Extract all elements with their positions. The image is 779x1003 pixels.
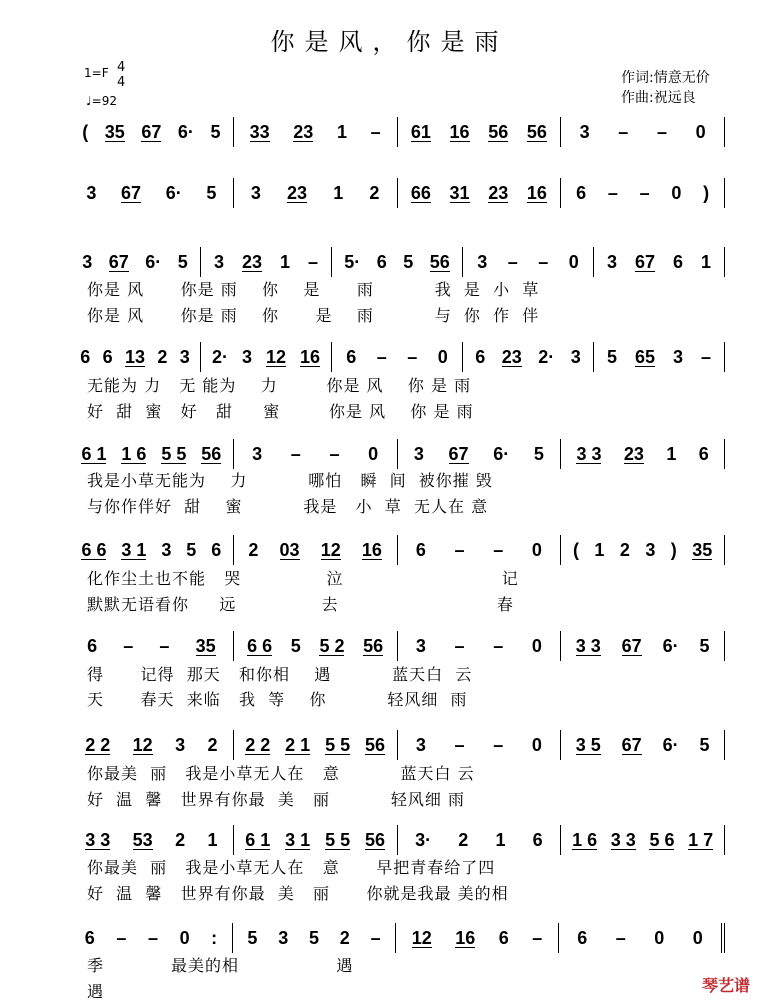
note-group: 6·: [493, 443, 510, 464]
note-group: 2: [248, 539, 259, 560]
note-group: 2: [207, 734, 218, 755]
note-group: 03: [279, 539, 300, 560]
note-group: 31: [449, 182, 470, 203]
note-group: (: [82, 121, 89, 142]
note-group: 5 2: [319, 635, 345, 656]
note-group: –: [493, 539, 504, 560]
measure: [234, 178, 398, 208]
note-group: –: [454, 539, 465, 560]
note-group: –: [493, 635, 504, 656]
staff-system: [70, 631, 725, 661]
measure: [559, 923, 725, 953]
measure: [561, 631, 725, 661]
measure: [201, 342, 332, 372]
note-group: 1: [333, 182, 344, 203]
note-group: 56: [429, 251, 450, 272]
note-group: 3: [415, 734, 426, 755]
credits: [621, 68, 710, 108]
measure: [561, 178, 725, 208]
key-signature: 1=F: [84, 66, 109, 80]
note-group: 2 2: [85, 734, 111, 755]
lyrics-line: 化作尘土也不能 哭 泣 记: [87, 569, 519, 588]
note-group: 0: [692, 927, 703, 948]
note-group: 3: [252, 443, 263, 464]
measure: [561, 535, 725, 565]
note-group: 66: [410, 182, 431, 203]
composer: 作曲:祝远良: [621, 90, 696, 106]
note-group: 0: [531, 539, 542, 560]
note-group: –: [407, 346, 418, 367]
note-group: 5: [186, 539, 197, 560]
note-group: 6: [346, 346, 357, 367]
note-group: 16: [449, 121, 470, 142]
lyrics-line: 无能为 力 无 能为 力 你是 风 你 是 雨: [87, 376, 472, 395]
note-group: 53: [132, 829, 153, 850]
note-group: 16: [361, 539, 382, 560]
note-group: :: [211, 927, 218, 948]
measure: [561, 117, 725, 147]
note-group: 5: [210, 121, 221, 142]
note-group: –: [507, 251, 518, 272]
measure: [398, 439, 562, 469]
note-group: 3: [278, 927, 289, 948]
measure: [561, 825, 725, 855]
note-group: 5: [606, 346, 617, 367]
note-group: 3: [606, 251, 617, 272]
note-group: 3: [645, 539, 656, 560]
note-group: 3: [415, 635, 426, 656]
measure: [201, 247, 332, 277]
note-group: 16: [299, 346, 320, 367]
note-group: 3: [161, 539, 172, 560]
note-group: 2·: [538, 346, 555, 367]
tempo-marking: ♩=92: [86, 94, 117, 108]
song-title: 你是风，你是雨: [270, 28, 509, 56]
lyrics-line: 你是 风 你是 雨 你 是 雨 与 你 作 伴: [87, 306, 540, 325]
note-group: 2: [157, 346, 168, 367]
note-group: 67: [621, 635, 642, 656]
note-group: 2 2: [245, 734, 271, 755]
note-group: 12: [265, 346, 286, 367]
lyrics-line: 你最美 丽 我是小草无人在 意 早把青春给了四: [87, 858, 496, 877]
note-group: 6: [376, 251, 387, 272]
note-group: –: [538, 251, 549, 272]
note-group: 5: [699, 734, 710, 755]
note-group: 0: [654, 927, 665, 948]
lyrics-line: 天 春天 来临 我 等 你 轻风细 雨: [87, 690, 468, 709]
note-group: 56: [363, 635, 384, 656]
note-group: ): [670, 539, 677, 560]
note-group: 0: [368, 443, 379, 464]
note-group: 35: [692, 539, 713, 560]
note-group: 6·: [177, 121, 194, 142]
measure: [398, 117, 562, 147]
note-group: 1: [336, 121, 347, 142]
measure: [463, 342, 594, 372]
time-sig-bottom: 4: [117, 75, 126, 90]
lyrics-line: 好 温 馨 世界有你最 美 丽 你就是我最 美的相: [87, 884, 509, 903]
note-group: 12: [132, 734, 153, 755]
note-group: 2: [619, 539, 630, 560]
lyrics-line: 遇: [87, 982, 105, 1001]
note-group: 3: [250, 182, 261, 203]
staff-system: [70, 178, 725, 208]
note-group: –: [615, 927, 626, 948]
note-group: 3 3: [85, 829, 111, 850]
measure: [70, 178, 234, 208]
measure: [332, 342, 463, 372]
note-group: 6: [87, 635, 98, 656]
measure: [594, 247, 725, 277]
note-group: 6: [672, 251, 683, 272]
time-sig-top: 4: [117, 60, 126, 75]
lyricist: 作词:情意无价: [621, 70, 710, 86]
note-group: 6: [577, 927, 588, 948]
note-group: –: [607, 182, 618, 203]
note-group: –: [532, 927, 543, 948]
measure: [70, 825, 234, 855]
lyrics-line: 你是 风 你是 雨 你 是 雨 我 是 小 草: [87, 280, 540, 299]
lyrics-line: 得 记得 那天 和你相 遇 蓝天白 云: [87, 665, 473, 684]
note-group: 6: [102, 346, 113, 367]
note-group: 12: [320, 539, 341, 560]
note-group: ): [703, 182, 710, 203]
note-group: 6 1: [245, 829, 271, 850]
measure: [234, 439, 398, 469]
measure: [234, 730, 398, 760]
note-group: 3 3: [575, 635, 601, 656]
note-group: 5 5: [325, 829, 351, 850]
note-group: 16: [455, 927, 476, 948]
note-group: 6·: [662, 635, 679, 656]
note-group: –: [376, 346, 387, 367]
note-group: 3 3: [610, 829, 636, 850]
note-group: 3: [86, 182, 97, 203]
note-group: 3: [579, 121, 590, 142]
note-group: –: [116, 927, 127, 948]
note-group: 0: [671, 182, 682, 203]
note-group: 23: [293, 121, 314, 142]
note-group: 2: [458, 829, 469, 850]
note-group: 16: [526, 182, 547, 203]
measure: [561, 730, 725, 760]
note-group: 6: [698, 443, 709, 464]
note-group: 67: [121, 182, 142, 203]
note-group: –: [159, 635, 170, 656]
note-group: 5: [177, 251, 188, 272]
note-group: 23: [501, 346, 522, 367]
note-group: 2: [369, 182, 380, 203]
note-group: –: [123, 635, 134, 656]
measure: [70, 631, 234, 661]
note-group: –: [656, 121, 667, 142]
measure: [234, 825, 398, 855]
note-group: 6: [498, 927, 509, 948]
lyrics-line: 默默无语看你 远 去 春: [87, 595, 514, 614]
note-group: 1: [666, 443, 677, 464]
note-group: 5: [290, 635, 301, 656]
measure: [70, 342, 201, 372]
note-group: 3: [82, 251, 93, 272]
note-group: 1: [594, 539, 605, 560]
note-group: 0: [531, 734, 542, 755]
lyrics-line: 好 温 馨 世界有你最 美 丽 轻风细 雨: [87, 790, 465, 809]
staff-system: [70, 342, 725, 372]
note-group: 0: [695, 121, 706, 142]
note-group: 5·: [344, 251, 361, 272]
staff-system: [70, 535, 725, 565]
note-group: 3: [477, 251, 488, 272]
note-group: 2: [339, 927, 350, 948]
lyrics-line: 好 甜 蜜 好 甜 蜜 你是 风 你 是 雨: [87, 402, 474, 421]
note-group: 5: [206, 182, 217, 203]
measure: [234, 631, 398, 661]
measure: [70, 923, 233, 953]
note-group: 3 5: [575, 734, 601, 755]
note-group: –: [147, 927, 158, 948]
note-group: 6: [211, 539, 222, 560]
note-group: 5 5: [161, 443, 187, 464]
note-group: 1 6: [121, 443, 147, 464]
note-group: 3 3: [576, 443, 602, 464]
note-group: 0: [437, 346, 448, 367]
note-group: 6: [532, 829, 543, 850]
note-group: 3: [213, 251, 224, 272]
lyrics-line: 你最美 丽 我是小草无人在 意 蓝天白 云: [87, 764, 475, 783]
note-group: 5 6: [649, 829, 675, 850]
note-group: 3: [241, 346, 252, 367]
note-group: 6: [475, 346, 486, 367]
note-group: 6·: [165, 182, 182, 203]
measure: [561, 439, 725, 469]
note-group: –: [493, 734, 504, 755]
note-group: 1: [207, 829, 218, 850]
note-group: 33: [249, 121, 270, 142]
note-group: 0: [179, 927, 190, 948]
note-group: 6: [80, 346, 91, 367]
note-group: 0: [531, 635, 542, 656]
note-group: 65: [634, 346, 655, 367]
note-group: 23: [287, 182, 308, 203]
measure: [396, 923, 559, 953]
measure: [332, 247, 463, 277]
watermark-logo: 琴艺谱: [702, 976, 751, 995]
note-group: 5: [247, 927, 258, 948]
note-group: 1: [700, 251, 711, 272]
measure: [398, 535, 562, 565]
measure: [463, 247, 594, 277]
measure: [70, 247, 201, 277]
note-group: 67: [634, 251, 655, 272]
note-group: 6·: [145, 251, 162, 272]
note-group: 3: [175, 734, 186, 755]
note-group: 56: [201, 443, 222, 464]
note-group: 3: [570, 346, 581, 367]
note-group: 23: [488, 182, 509, 203]
staff-system: [70, 825, 725, 855]
note-group: 3 1: [285, 829, 311, 850]
note-group: 56: [526, 121, 547, 142]
note-group: 67: [621, 734, 642, 755]
time-signature: [117, 60, 125, 90]
note-group: 6 1: [81, 443, 107, 464]
note-group: 23: [623, 443, 644, 464]
note-group: 67: [448, 443, 469, 464]
note-group: –: [454, 635, 465, 656]
note-group: 6: [84, 927, 95, 948]
note-group: 6 6: [247, 635, 273, 656]
note-group: 3: [179, 346, 190, 367]
note-group: 5: [699, 635, 710, 656]
staff-system: [70, 117, 725, 147]
note-group: 12: [411, 927, 432, 948]
note-group: 13: [124, 346, 145, 367]
note-group: 1: [495, 829, 506, 850]
note-group: 2: [175, 829, 186, 850]
note-group: 1 7: [688, 829, 714, 850]
note-group: 2 1: [285, 734, 311, 755]
staff-system: [70, 439, 725, 469]
note-group: (: [572, 539, 579, 560]
note-group: 1 6: [572, 829, 598, 850]
note-group: 35: [195, 635, 216, 656]
measure: [70, 730, 234, 760]
measure: [233, 923, 396, 953]
note-group: 5 5: [325, 734, 351, 755]
note-group: 0: [568, 251, 579, 272]
note-group: 67: [141, 121, 162, 142]
note-group: –: [370, 121, 381, 142]
note-group: 3 1: [121, 539, 147, 560]
measure: [234, 117, 398, 147]
note-group: 56: [365, 829, 386, 850]
staff-system: [70, 247, 725, 277]
measure: [398, 730, 562, 760]
measure: [70, 117, 234, 147]
note-group: –: [639, 182, 650, 203]
note-group: –: [700, 346, 711, 367]
measure: [594, 342, 725, 372]
measure: [398, 631, 562, 661]
measure: [398, 825, 562, 855]
note-group: 67: [108, 251, 129, 272]
note-group: –: [329, 443, 340, 464]
note-group: 5: [403, 251, 414, 272]
lyrics-line: 季 最美的相 遇: [87, 956, 354, 975]
note-group: 2·: [211, 346, 228, 367]
note-group: 1: [279, 251, 290, 272]
note-group: 6: [576, 182, 587, 203]
note-group: –: [454, 734, 465, 755]
note-group: –: [370, 927, 381, 948]
note-group: 3: [413, 443, 424, 464]
note-group: 6 6: [81, 539, 107, 560]
note-group: 6: [415, 539, 426, 560]
note-group: 35: [104, 121, 125, 142]
note-group: 61: [410, 121, 431, 142]
lyrics-line: 与你作伴好 甜 蜜 我是 小 草 无人在 意: [87, 497, 489, 516]
measure: [398, 178, 562, 208]
staff-system: [70, 923, 725, 953]
note-group: 6·: [662, 734, 679, 755]
measure: [70, 439, 234, 469]
note-group: 5: [308, 927, 319, 948]
note-group: 56: [488, 121, 509, 142]
note-group: 3: [672, 346, 683, 367]
measure: [70, 535, 234, 565]
lyrics-line: 我是小草无能为 力 哪怕 瞬 间 被你摧 毁: [87, 471, 493, 490]
note-group: –: [290, 443, 301, 464]
note-group: –: [618, 121, 629, 142]
measure: [234, 535, 398, 565]
note-group: 5: [533, 443, 544, 464]
note-group: 56: [365, 734, 386, 755]
staff-system: [70, 730, 725, 760]
note-group: 23: [241, 251, 262, 272]
note-group: 3·: [415, 829, 432, 850]
note-group: –: [307, 251, 318, 272]
